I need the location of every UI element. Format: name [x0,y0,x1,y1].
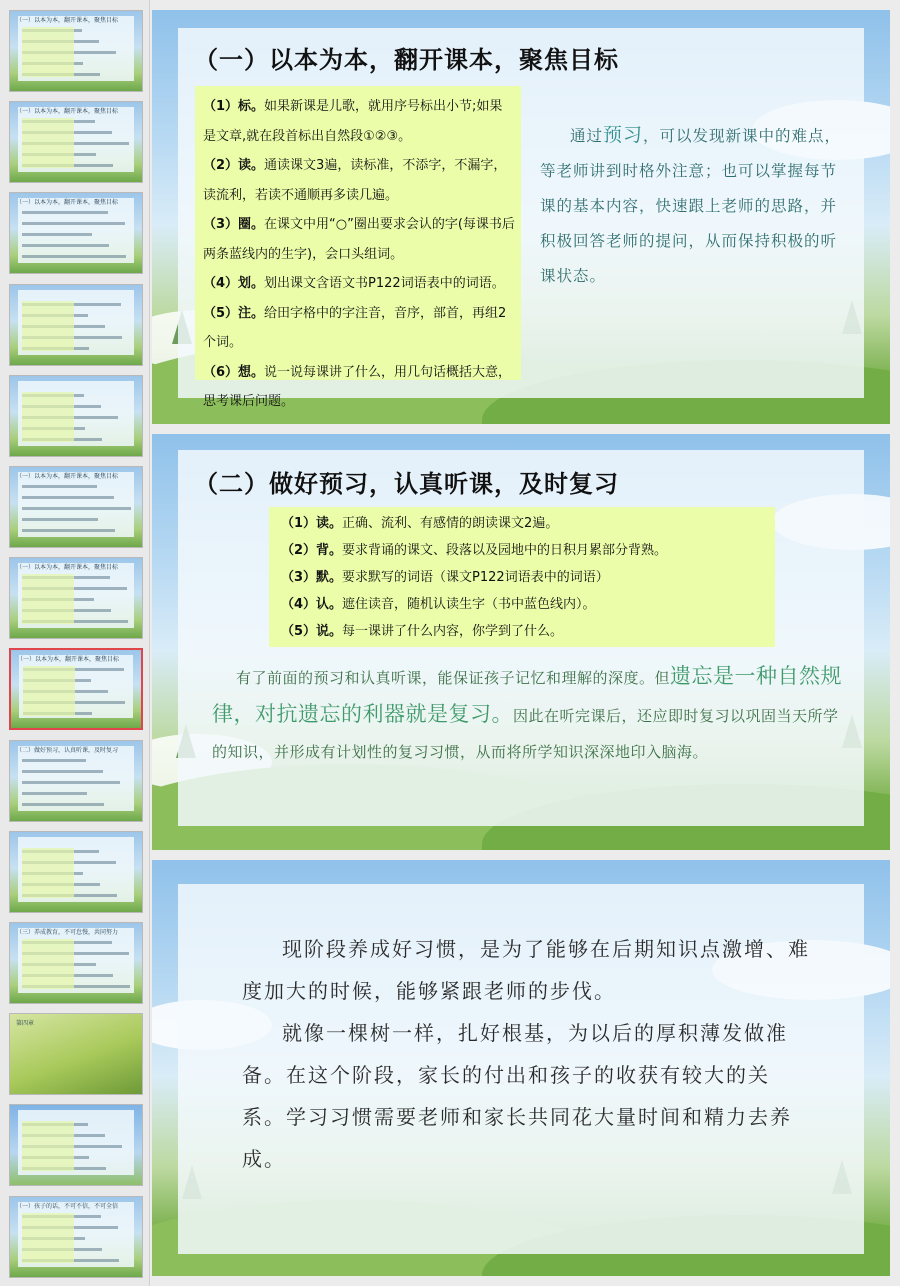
step-item [203,92,515,151]
step-item [281,537,767,564]
thumbnail-title: （一）以本为本，翻开课本，聚焦目标 [16,199,119,207]
step-text: 每一课讲了什么内容，你学到了什么。 [342,624,564,639]
thumbnail-highlight-box [22,392,74,442]
step-item [203,151,515,210]
thumbnail-highlight-box [22,27,74,77]
slide-2[interactable] [152,434,890,850]
step-label: （6）想。 [203,364,265,380]
thumbnail-text-line [22,759,86,762]
thumbnail-card [18,746,134,811]
steps-box [195,86,521,409]
slide-thumbnail[interactable] [9,101,143,183]
thumbnail-text-line [22,496,114,499]
step-text: 要求默写的词语（课文P122词语表中的词语） [342,570,609,585]
slide-thumbnail[interactable] [9,557,143,639]
step-label: （2）背。 [281,543,343,558]
step-label: （3）圈。 [203,217,265,232]
step-text: 要求背诵的课文、段落以及园地中的日积月累部分背熟。 [342,543,668,558]
slide-thumbnail[interactable] [9,648,143,730]
step-text: 在课文中用“○”圈出要求会认的字(每课书后两条蓝线内的生字)，会口头组词。 [203,217,515,262]
preview-note [540,118,852,294]
step-label: （5）说。 [281,624,343,639]
thumbnail-highlight-box [23,666,75,716]
thumbnail-highlight-box [22,574,74,624]
slide-thumbnail[interactable] [9,466,143,548]
note-text: 通过 [570,127,604,145]
thumbnail-text-line [22,770,103,773]
step-text: 通读课文3遍，读标准，不添字，不漏字，读流利，若读不通顺再多读几遍。 [203,158,507,203]
paragraph-text: 有了前面的预习和认真听课，能保证孩子记忆和理解的深度。但 [236,669,671,687]
thumbnail-text-line [22,222,125,225]
thumbnail-text-line [22,529,115,532]
slide-title: （二）做好预习，认真听课，及时复习 [194,470,619,498]
slide-3[interactable] [152,860,890,1276]
step-label: （4）认。 [281,597,343,612]
thumbnail-highlight-box [22,301,74,351]
thumbnail-text-line [22,233,92,236]
step-item [281,591,767,618]
step-item [281,618,767,645]
thumbnail-title: （一）以本为本，翻开课本，聚焦目标 [16,108,119,116]
thumbnail-text-line [22,211,108,214]
thumbnail-card [18,198,134,263]
steps-box [269,507,775,647]
step-text: 正确、流利、有感情的朗读课文2遍。 [342,516,559,531]
note-text: ，可以发现新课中的难点，等老师讲到时格外注意；也可以掌握每节课的基本内容，快速跟上老师的思路，并积极回答老师的提问，从而保持积极的听课状态。 [540,127,842,285]
step-label: （4）划。 [203,276,265,291]
step-label: （5）注。 [203,305,265,321]
review-paragraph [212,658,842,770]
paragraph-highlight: 遗忘是一种自然规律，对抗遗忘的利器就是复习。 [212,664,843,726]
thumbnail-title: （一）以本为本，翻开课本，聚焦目标 [17,656,120,664]
step-label: （3）默。 [281,570,343,585]
step-item [203,299,515,358]
step-label: （1）标。 [203,99,265,114]
slide-thumbnail[interactable] [9,284,143,366]
essay-paragraph: 现阶段养成好习惯，是为了能够在后期知识点激增、难度加大的时候，能够紧跟老师的步伐。 [242,937,810,1003]
thumbnail-title: （三）养成教育，不可怠慢，共同努力 [16,929,119,936]
slide-thumbnail[interactable] [9,10,143,92]
thumbnail-card [18,472,134,537]
thumbnail-highlight-box [22,1121,74,1171]
step-text: 遮住读音，随机认读生字（书中蓝色线内）。 [342,597,596,612]
slide-thumbnail[interactable] [9,375,143,457]
step-item [203,358,515,417]
step-item [281,510,767,537]
thumbnail-text-line [22,518,98,521]
slide-1[interactable] [152,10,890,424]
slide-thumbnail[interactable] [9,831,143,913]
step-text: 如果新课是儿歌，就用序号标出小节;如果是文章,就在段首标出自然段①②③。 [203,99,503,144]
thumbnail-text-line [22,485,97,488]
slide-thumbnail[interactable] [9,192,143,274]
thumbnail-title: （一）以本为本，翻开课本，聚焦目标 [16,17,119,24]
step-label: （2）读。 [203,158,265,173]
slide-thumbnail[interactable] [9,922,143,1004]
thumbnail-text-line [22,781,120,784]
slide-title: （一）以本为本，翻开课本，聚焦目标 [194,46,619,74]
step-item [203,210,515,269]
thumbnail-title: （一）以本为本，翻开课本，聚焦目标 [16,564,119,572]
slide-thumbnail[interactable] [9,1104,143,1186]
step-label: （1）读。 [281,516,343,531]
thumbnail-title: 第四章 [16,1020,35,1028]
slide-thumbnail[interactable] [9,1013,143,1095]
thumbnail-highlight-box [22,939,74,989]
step-text: 给田字格中的字注音，音序，部首，再组2个词。 [203,305,507,350]
thumbnail-text-line [22,255,126,258]
thumbnail-highlight-box [22,118,74,168]
essay-paragraph: 就像一棵树一样，扎好根基，为以后的厚积薄发做准备。在这个阶段，家长的付出和孩子的收获有较大的关系。学习习惯需要老师和家长共同花大量时间和精力去养成。 [242,1021,792,1171]
habit-essay [242,928,812,1180]
thumbnail-text-line [22,792,87,795]
slide-thumbnail[interactable] [9,740,143,822]
slide-thumbnail[interactable] [9,1196,143,1278]
thumbnail-text-line [22,507,131,510]
step-text: 划出课文含语文书P122词语表中的词语。 [264,276,505,291]
paragraph-text: 因此在听完课后，还应即时复习以巩固当天所学的知识，并形成有计划性的复习习惯，从而将所学知识深深地印入脑海。 [212,707,839,761]
note-highlight: 预习 [603,124,644,146]
thumbnail-title: （一）孩子的话，不可不信，不可全信 [16,1202,119,1210]
thumbnail-highlight-box [22,1213,74,1263]
thumbnail-text-line [22,244,109,247]
thumbnail-title: （一）以本为本，翻开课本，聚焦目标 [16,473,119,480]
step-text: 说一说每课讲了什么，用几句话概括大意，思考课后问题。 [203,364,512,409]
step-item [203,269,515,299]
step-item [281,564,767,591]
slide-thumbnail-rail[interactable] [0,0,150,1286]
thumbnail-highlight-box [22,848,74,898]
thumbnail-text-line [22,803,104,806]
thumbnail-title: （二）做好预习，认真听课，及时复习 [16,746,119,754]
